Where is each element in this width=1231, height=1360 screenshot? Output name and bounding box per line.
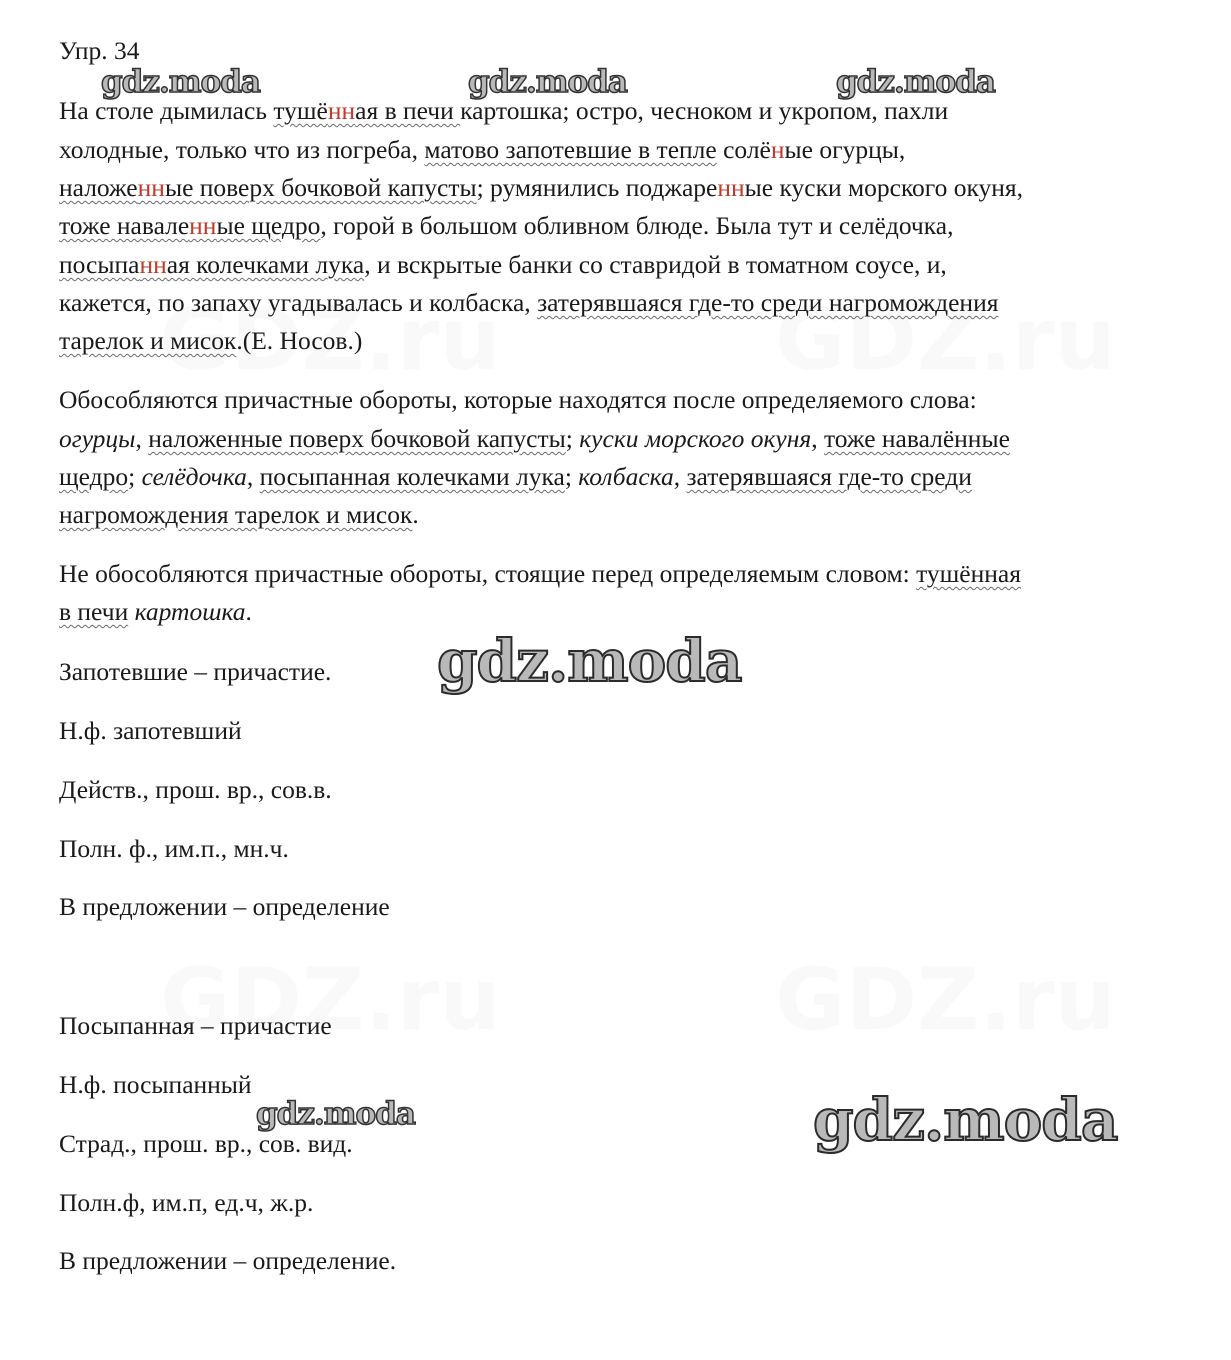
analysis-2-line: Посыпанная – причастие (59, 1011, 332, 1040)
highlighted-letters: нн (717, 173, 745, 202)
paragraph-1-line-6 (59, 288, 998, 318)
defined-word: картошка (134, 597, 246, 626)
watermark-logo: gdz.moda (437, 627, 742, 695)
analysis-1-line: Запотевшие – причастие. (59, 657, 332, 686)
text-segment: На столе дымилась (59, 96, 274, 125)
punctuation: ; (128, 462, 142, 491)
paragraph-2-line-3 (59, 462, 972, 492)
text-segment: ; румянились поджаре (476, 173, 718, 202)
text-segment: тоже навале (59, 211, 190, 240)
text-segment: .(Е. Носов.) (236, 326, 363, 355)
text-segment: ая колечками лука (166, 250, 365, 279)
text-segment: картошка; остро, чесноком и укропом, пахли (460, 96, 949, 125)
exercise-title: Упр. 34 (59, 36, 140, 65)
paragraph-1-line-5 (59, 250, 947, 280)
text-segment: посыпа (59, 250, 140, 279)
text-segment: ые щедро (216, 211, 321, 240)
watermark-logo: gdz.moda (813, 1086, 1118, 1154)
text-segment: , и вскрытые банки со ставридой в томатном соусе, и, (364, 250, 947, 279)
participial-phrase: тушённая (916, 559, 1021, 588)
punctuation: , (811, 424, 824, 453)
text-segment: ые куски морского окуня, (744, 173, 1024, 202)
analysis-1-line: Действ., прош. вр., сов.в. (59, 775, 332, 804)
paragraph-1-line-7 (59, 326, 362, 356)
punctuation: ; (565, 424, 580, 453)
paragraph-1-line-3 (59, 173, 1023, 203)
analysis-1-line: Н.ф. запотевший (59, 716, 242, 745)
text-segment: Не обособляются причастные обороты, стоящие перед определяемым словом: (59, 559, 917, 588)
punctuation: ; (564, 462, 579, 491)
text-segment: , горой в большом обливном блюде. Была тут и селёдочка, (320, 211, 954, 240)
paragraph-1-line-1 (59, 96, 948, 126)
punctuation: , (135, 424, 149, 453)
paragraph-2-line-4 (59, 500, 419, 530)
participial-phrase: тоже навалённые (824, 424, 1010, 453)
defined-word: колбаска (578, 462, 674, 491)
punctuation: . (245, 597, 252, 626)
ghost-watermark (775, 950, 1116, 1050)
analysis-2-line: Н.ф. посыпанный (59, 1070, 252, 1099)
participial-phrase (59, 211, 320, 240)
participial-phrase: наложенные поверх бочковой капусты (148, 424, 566, 453)
text-segment: холодные, только что из погреба, (59, 135, 425, 164)
participial-phrase (59, 173, 477, 202)
paragraph-1-line-2 (59, 135, 905, 165)
participial-phrase: матово запотевшие в тепле (424, 135, 717, 164)
analysis-1-line: Полн. ф., им.п., мн.ч. (59, 834, 289, 863)
punctuation: . (412, 500, 419, 529)
text-segment: ые поверх бочковой капусты (164, 173, 477, 202)
participial-phrase: в печи (59, 597, 129, 626)
participial-phrase (273, 96, 460, 125)
highlighted-letters: нн (327, 96, 356, 125)
analysis-1-line: В предложении – определение (59, 892, 390, 921)
text-segment: ые огурцы, (784, 135, 906, 164)
paragraph-3-line-1 (59, 559, 1021, 589)
watermark-logo: gdz.moda (256, 1096, 415, 1132)
paragraph-2-line-2 (59, 424, 1010, 454)
participial-phrase: щедро (59, 462, 129, 491)
defined-word: куски морского окуня (579, 424, 812, 453)
participial-phrase: посыпанная колечками лука (259, 462, 565, 491)
participial-phrase: тарелок и мисок (59, 326, 237, 355)
watermark-logo: gdz.moda (836, 64, 995, 100)
analysis-2-line: Полн.ф, им.п, ед.ч, ж.р. (59, 1188, 314, 1217)
analysis-2-line: Страд., прош. вр., сов. вид. (59, 1129, 353, 1158)
watermark-logo: gdz.moda (468, 64, 627, 100)
text-segment: наложе (59, 173, 138, 202)
highlighted-letters: нн (137, 173, 165, 202)
text-segment: ая в печи (355, 96, 461, 125)
text-segment: кажется, по запаху угадывалась и колбаска, (59, 288, 538, 317)
punctuation: , (673, 462, 687, 491)
participial-phrase: затерявшаяся где-то среди (686, 462, 972, 491)
paragraph-2-line-1: Обособляются причастные обороты, которые находятся после определяемого слова: (59, 385, 977, 414)
text-segment: тушё (273, 96, 328, 125)
punctuation: , (246, 462, 260, 491)
paragraph-3-line-2 (59, 597, 252, 627)
text-segment: солё (716, 135, 771, 164)
highlighted-letters: нн (139, 250, 167, 279)
participial-phrase (59, 250, 364, 279)
participial-phrase: нагромождения тарелок и мисок (59, 500, 413, 529)
defined-word: селёдочка (141, 462, 247, 491)
defined-word: огурцы (59, 424, 136, 453)
highlighted-letters: нн (189, 211, 217, 240)
watermark-logo: gdz.moda (101, 64, 260, 100)
participial-phrase: затерявшаяся где-то среди нагромождения (537, 288, 999, 317)
highlighted-letters: н (770, 135, 785, 164)
analysis-2-line: В предложении – определение. (59, 1246, 397, 1275)
paragraph-1-line-4 (59, 211, 953, 241)
